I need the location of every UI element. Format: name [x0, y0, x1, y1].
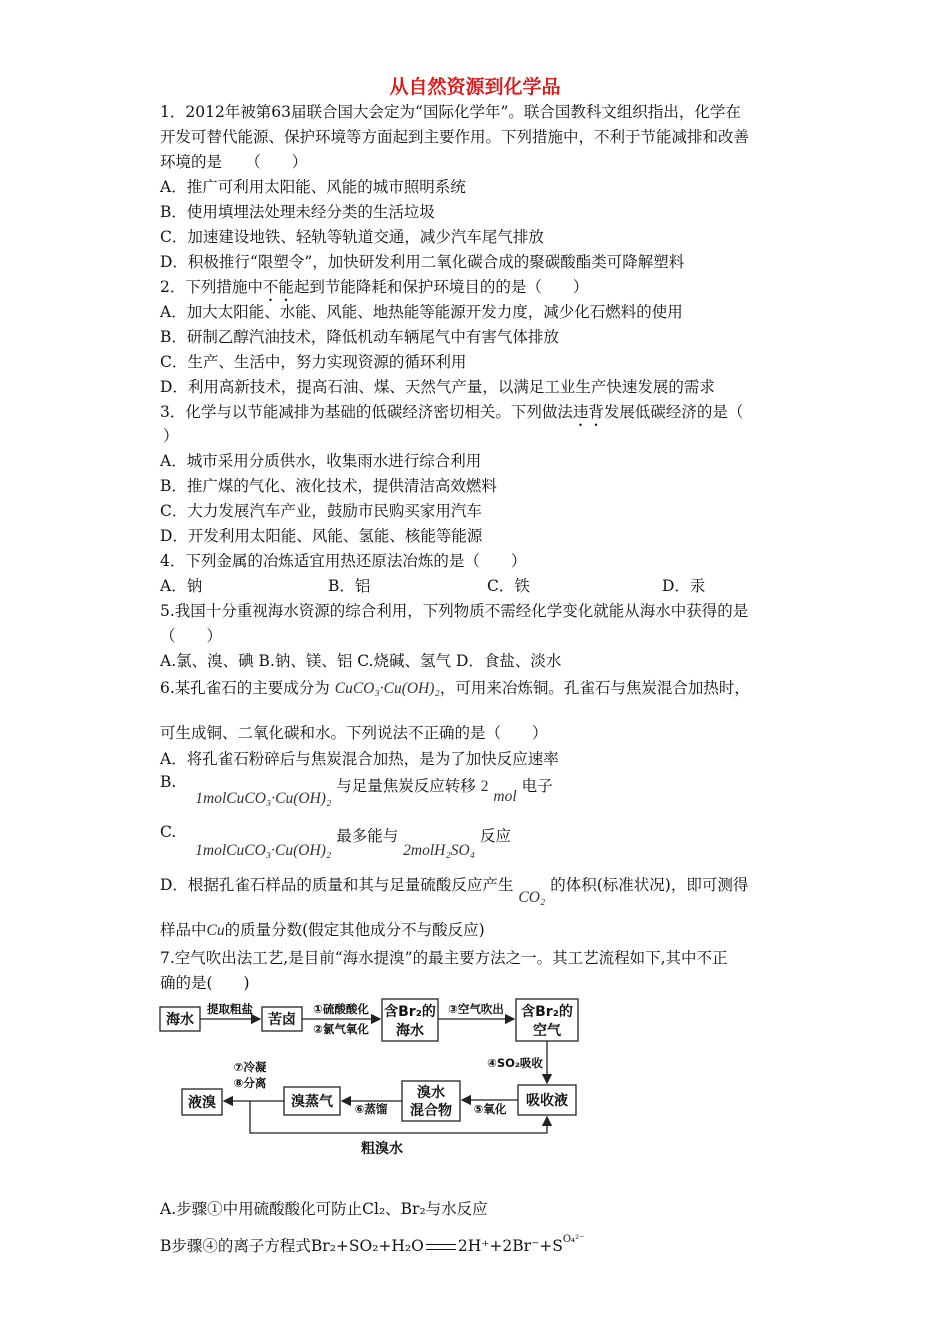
- label-absorb: 吸收液: [526, 1093, 568, 1109]
- q6-option-b-label: B.: [160, 773, 177, 791]
- q6-option-b-mid: 与足量焦炭反应转移: [336, 777, 476, 795]
- label-br-sea-1: 含Br₂的: [384, 1004, 436, 1020]
- label-br-air-1: 含Br₂的: [521, 1004, 573, 1020]
- q1-stem-line1: 1．2012年被第63届联合国大会定为“国际化学年”。联合国教科文组织指出，化学在: [160, 103, 741, 121]
- q1-stem-line3: 环境的是 （ ）: [160, 153, 308, 171]
- q6-option-c-label: C.: [160, 823, 177, 841]
- q3-stem-pre: 3．化学与以节能减排为基础的低碳经济密切相关。下列做法: [160, 403, 573, 421]
- q3-stem-emphasis: 违背: [572, 403, 604, 421]
- label-step7: ⑦冷凝: [233, 1060, 267, 1074]
- q3-stem-cont: ）: [163, 427, 179, 445]
- q3-stem: [160, 402, 743, 430]
- label-extract-salt: 提取粗盐: [207, 1002, 253, 1016]
- label-mix-2: 混合物: [410, 1103, 452, 1119]
- page-title: 从自然资源到化学品: [389, 76, 561, 98]
- q5-stem-cont: （ ）: [160, 627, 223, 645]
- q2-stem: [160, 277, 588, 305]
- q6-option-c-formula2: 2molH₂SO₄: [403, 842, 476, 859]
- q6-option-d-formula: CO₂: [518, 889, 546, 906]
- q7-stem: 7.空气吹出法工艺,是目前“海水提溴”的最主要方法之一。其工艺流程如下,其中不正: [160, 949, 728, 967]
- q5-stem: 5.我国十分重视海水资源的综合利用，下列物质不需经化学变化就能从海水中获得的是: [160, 602, 749, 620]
- label-step8: ⑧分离: [233, 1076, 267, 1090]
- q6-option-c: [160, 823, 512, 859]
- label-br-air-2: 空气: [533, 1023, 561, 1039]
- q2-stem-post: 起到节能降耗和保护环境目的的是（ ）: [293, 278, 589, 296]
- q6-option-d2-post: 的质量分数(假定其他成分不与酸反应): [224, 921, 485, 939]
- q6-option-c-end: 反应: [480, 827, 512, 845]
- q1-option-b: B．使用填埋法处理未经分类的生活垃圾: [160, 203, 435, 221]
- q6-option-d: [160, 875, 749, 906]
- q7-option-b-sup: O₄²⁻: [562, 1234, 585, 1245]
- label-seawater: 海水: [166, 1012, 194, 1028]
- q6-option-d2-pre: 样品中: [160, 921, 207, 939]
- q6-option-b-end: 电子: [521, 777, 553, 795]
- q6-option-c-formula: 1molCuCO₃·Cu(OH)₂: [195, 842, 332, 859]
- label-br-sea-2: 海水: [396, 1023, 424, 1039]
- q2-option-b: B．研制乙醇汽油技术，降低机动车辆尾气中有害气体排放: [160, 328, 559, 346]
- q6-stem-pre: 6.某孔雀石的主要成分为: [160, 679, 330, 697]
- label-vapor: 溴蒸气: [291, 1094, 333, 1110]
- q6-option-d-post: 的体积(标准状况)，即可测得: [550, 876, 749, 894]
- q7-stem-line2: 确的是( ): [160, 974, 250, 992]
- q3-option-a: A．城市采用分质供水，收集雨水进行综合利用: [160, 452, 482, 470]
- label-bittern: 苦卤: [268, 1012, 296, 1028]
- q2-option-a: A．加大太阳能、水能、风能、地热能等能源开发力度，减少化石燃料的使用: [160, 303, 683, 321]
- q4-option-b: B．铝: [328, 577, 371, 595]
- q2-stem-emphasis: 不能: [262, 278, 294, 296]
- q6-option-d2-formula: Cu: [206, 922, 225, 939]
- q6-stem: [160, 678, 750, 699]
- label-step4: ④SO₂吸收: [487, 1056, 543, 1070]
- label-step5: ⑤氧化: [473, 1102, 507, 1116]
- label-mix-1: 溴水: [417, 1085, 445, 1101]
- q2-option-d: D．利用高新技术，提高石油、煤、天然气产量，以满足工业生产快速发展的需求: [160, 378, 715, 396]
- label-liquid-bromine: 液溴: [188, 1095, 216, 1111]
- label-step3: ③空气吹出: [448, 1002, 504, 1016]
- q5-options: A.氯、溴、碘 B.钠、镁、铝 C.烧碱、氢气 D．食盐、淡水: [160, 652, 562, 670]
- q2-option-c: C．生产、生活中，努力实现资源的循环利用: [160, 353, 467, 371]
- q4-option-a: A．钠: [160, 577, 203, 595]
- q6-option-b-unit: mol: [493, 788, 517, 805]
- q6-stem-post: ，可用来冶炼铜。孔雀石与焦炭混合加热时，: [439, 679, 750, 697]
- q2-stem-pre: 2．下列措施中: [160, 278, 263, 296]
- q1-option-c: C．加速建设地铁、轻轨等轨道交通，减少汽车尾气排放: [160, 228, 544, 246]
- label-step1: ①硫酸酸化: [313, 1002, 369, 1016]
- bromine-process-flowchart: [158, 997, 588, 1162]
- q6-stem-line2: 可生成铜、二氧化碳和水。下列说法不正确的是（ ）: [160, 724, 548, 742]
- label-step2: ②氯气氧化: [313, 1022, 369, 1036]
- q7-option-b-pre: B步骤④的离子方程式Br₂+SO₂+H₂O: [160, 1237, 424, 1255]
- q3-option-b: B．推广煤的气化、液化技术，提供清洁高效燃料: [160, 477, 497, 495]
- q1-stem-line2: 开发可替代能源、保护环境等方面起到主要作用。下列措施中，不利于节能减排和改善: [160, 128, 750, 146]
- q7-option-b: [160, 1236, 584, 1259]
- q4-option-d: D．汞: [662, 577, 706, 595]
- q6-option-c-mid: 最多能与: [336, 827, 399, 845]
- q6-option-b-num: 2: [480, 778, 489, 795]
- label-step6: ⑥蒸馏: [354, 1102, 388, 1116]
- q3-option-d: D．开发利用太阳能、风能、氢能、核能等能源: [160, 527, 483, 545]
- q6-option-b-formula: 1molCuCO₃·Cu(OH)₂: [195, 790, 332, 807]
- double-line-equals: [426, 1244, 456, 1250]
- q1-option-a: A．推广可利用太阳能、风能的城市照明系统: [160, 178, 466, 196]
- q3-stem-post: 发展低碳经济的是（: [603, 403, 744, 421]
- q6-option-a: A．将孔雀石粉碎后与焦炭混合加热，是为了加快反应速率: [160, 750, 559, 768]
- q3-option-c: C．大力发展汽车产业，鼓励市民购买家用汽车: [160, 502, 482, 520]
- q1-option-d: D．积极推行“限塑令”，加快研发利用二氧化碳合成的聚碳酸酯类可降解塑料: [160, 253, 685, 271]
- q6-option-d-line2: [160, 920, 485, 941]
- q7-option-a: A.步骤①中用硫酸酸化可防止Cl₂、Br₂与水反应: [160, 1200, 488, 1218]
- q6-option-b: [160, 773, 553, 807]
- label-crude-bromine-water: 粗溴水: [361, 1141, 403, 1157]
- q4-option-c: C．铁: [487, 577, 530, 595]
- q6-formula: CuCO₃·Cu(OH)₂: [334, 680, 440, 697]
- q6-option-d-pre: D．根据孔雀石样品的质量和其与足量硫酸反应产生: [160, 876, 514, 894]
- q7-option-b-post: 2H⁺+2Br⁻+S: [457, 1237, 563, 1255]
- q4-stem: 4．下列金属的冶炼适宜用热还原法冶炼的是（ ）: [160, 552, 527, 570]
